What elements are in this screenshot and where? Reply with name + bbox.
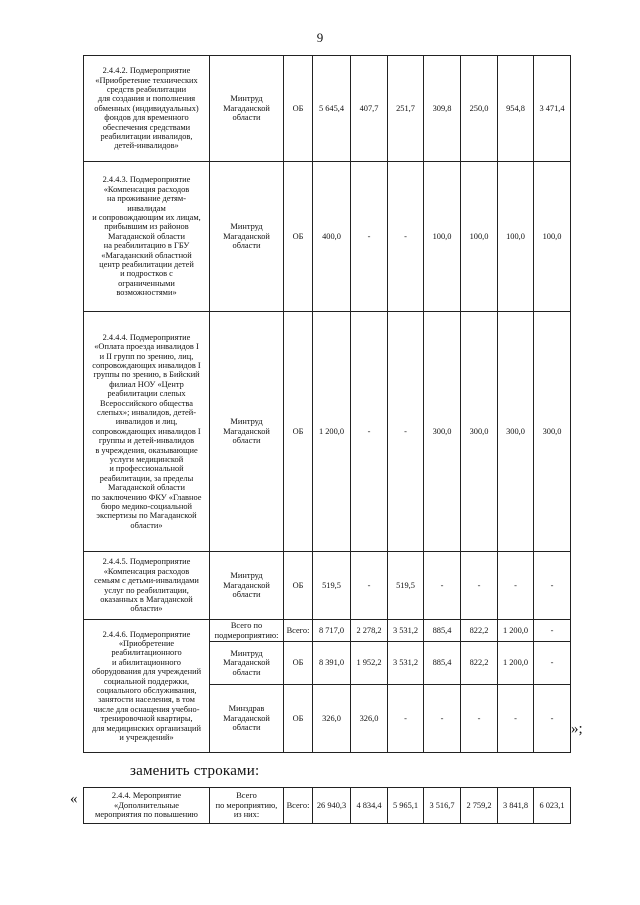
value-cell: 519,5 (388, 552, 424, 620)
value-cell: 6 023,1 (534, 788, 571, 824)
program-table (83, 55, 571, 753)
value-cell: 822,2 (461, 642, 498, 685)
value-cell: 519,5 (313, 552, 351, 620)
value-cell: - (351, 162, 388, 312)
value-cell: 8 717,0 (313, 620, 351, 642)
funding-source-cell: ОБ (284, 552, 313, 620)
value-cell: 1 200,0 (498, 620, 534, 642)
value-cell: 8 391,0 (313, 642, 351, 685)
value-cell: 4 834,4 (351, 788, 388, 824)
closing-quote: »; (571, 721, 583, 737)
value-cell: - (534, 685, 571, 753)
value-cell: 3 841,8 (498, 788, 534, 824)
measure-description: 2.4.4. Мероприятие «Дополнительные мероприятия по повышению (84, 788, 210, 824)
value-cell: 326,0 (313, 685, 351, 753)
value-cell: 100,0 (424, 162, 461, 312)
table-row (84, 312, 571, 552)
table-row (84, 620, 571, 642)
value-cell: - (498, 552, 534, 620)
value-cell: - (424, 552, 461, 620)
value-cell: - (388, 162, 424, 312)
value-cell: 250,0 (461, 56, 498, 162)
measure-description: 2.4.4.3. Подмероприятие «Компенсация расходов на проживание детям- инвалидам и сопровождающим их лицам, прибывшим из районов Магаданской области на реабилитацию в ГБУ «Магаданский областной центр реабилитации детей и подростков с ограниченными возможностями» (84, 162, 210, 312)
funding-source-cell: ОБ (284, 685, 313, 753)
funding-source-cell: ОБ (284, 312, 313, 552)
value-cell: 3 471,4 (534, 56, 571, 162)
value-cell: 300,0 (424, 312, 461, 552)
value-cell: - (388, 685, 424, 753)
value-cell: 2 278,2 (351, 620, 388, 642)
value-cell: - (534, 642, 571, 685)
value-cell: 100,0 (498, 162, 534, 312)
table-row (84, 788, 571, 824)
open-quote: « (70, 791, 78, 807)
funding-source-cell: ОБ (284, 56, 313, 162)
value-cell: 885,4 (424, 620, 461, 642)
value-cell: 100,0 (461, 162, 498, 312)
value-cell: 3 531,2 (388, 620, 424, 642)
funding-source-cell: ОБ (284, 642, 313, 685)
measure-description: 2.4.4.2. Подмероприятие «Приобретение технических средств реабилитации для создания и пополнения обменных (индивидуальных) фондов для временного обеспечения средствами реабилитации инвалидов, детей-инвалидов» (84, 56, 210, 162)
value-cell: 407,7 (351, 56, 388, 162)
executor-cell: Минтруд Магаданской области (210, 312, 284, 552)
table-row (84, 56, 571, 162)
value-cell: 326,0 (351, 685, 388, 753)
value-cell: 885,4 (424, 642, 461, 685)
executor-cell: Минтруд Магаданской области (210, 56, 284, 162)
value-cell: - (534, 620, 571, 642)
value-cell: 300,0 (461, 312, 498, 552)
table-row (84, 162, 571, 312)
value-cell: 3 516,7 (424, 788, 461, 824)
value-cell: - (351, 312, 388, 552)
replacement-table (83, 787, 571, 824)
value-cell: 2 759,2 (461, 788, 498, 824)
value-cell: 1 952,2 (351, 642, 388, 685)
value-cell: 309,8 (424, 56, 461, 162)
value-cell: - (388, 312, 424, 552)
value-cell: - (534, 552, 571, 620)
funding-source-cell: Всего: (284, 788, 313, 824)
value-cell: 3 531,2 (388, 642, 424, 685)
value-cell: 300,0 (534, 312, 571, 552)
value-cell: - (351, 552, 388, 620)
value-cell: 100,0 (534, 162, 571, 312)
executor-cell: Минтруд Магаданской области (210, 552, 284, 620)
value-cell: 1 200,0 (313, 312, 351, 552)
value-cell: 26 940,3 (313, 788, 351, 824)
value-cell: 5 645,4 (313, 56, 351, 162)
executor-cell: Всего по мероприятию, из них: (210, 788, 284, 824)
executor-cell: Минтруд Магаданской области (210, 162, 284, 312)
funding-source-cell: ОБ (284, 162, 313, 312)
value-cell: 822,2 (461, 620, 498, 642)
value-cell: 5 965,1 (388, 788, 424, 824)
value-cell: 1 200,0 (498, 642, 534, 685)
funding-source-cell: Всего: (284, 620, 313, 642)
measure-description: 2.4.4.4. Подмероприятие «Оплата проезда инвалидов I и II групп по зрению, лиц, сопровождающих инвалидов I группы по зрению, в Бийский филиал НОУ «Центр реабилитации слепых Всероссийского общества слепых»; инвалидов, детей- инвалидов и лиц, сопровождающих инвалидов I группы и детей-инвалидов в учреждения, оказывающие услуги медицинской и профессиональной реабилитации, за пределы Магаданской области по заключению ФКУ «Главное бюро медико-социальной экспертизы по Магаданской области» (84, 312, 210, 552)
value-cell: 954,8 (498, 56, 534, 162)
executor-cell: Минздрав Магаданской области (210, 685, 284, 753)
value-cell: 300,0 (498, 312, 534, 552)
value-cell: - (498, 685, 534, 753)
measure-description: 2.4.4.6. Подмероприятие «Приобретение реабилитационного и абилитационного оборудования для учреждений социальной поддержки, социального обслуживания, занятости населения, в том числе для оснащения учебно- тренировочной квартиры, для медицинских организаций и учреждений» (84, 620, 210, 753)
value-cell: - (461, 685, 498, 753)
value-cell: - (461, 552, 498, 620)
page-number: 9 (316, 30, 324, 45)
executor-cell: Минтруд Магаданской области (210, 642, 284, 685)
replace-title: заменить строками: (130, 763, 260, 779)
value-cell: 251,7 (388, 56, 424, 162)
table-row (84, 552, 571, 620)
measure-description: 2.4.4.5. Подмероприятие «Компенсация расходов семьям с детьми-инвалидами услуг по реабилитации, оказанных в Магаданской области» (84, 552, 210, 620)
value-cell: 400,0 (313, 162, 351, 312)
value-cell: - (424, 685, 461, 753)
executor-cell: Всего по подмероприятию: (210, 620, 284, 642)
